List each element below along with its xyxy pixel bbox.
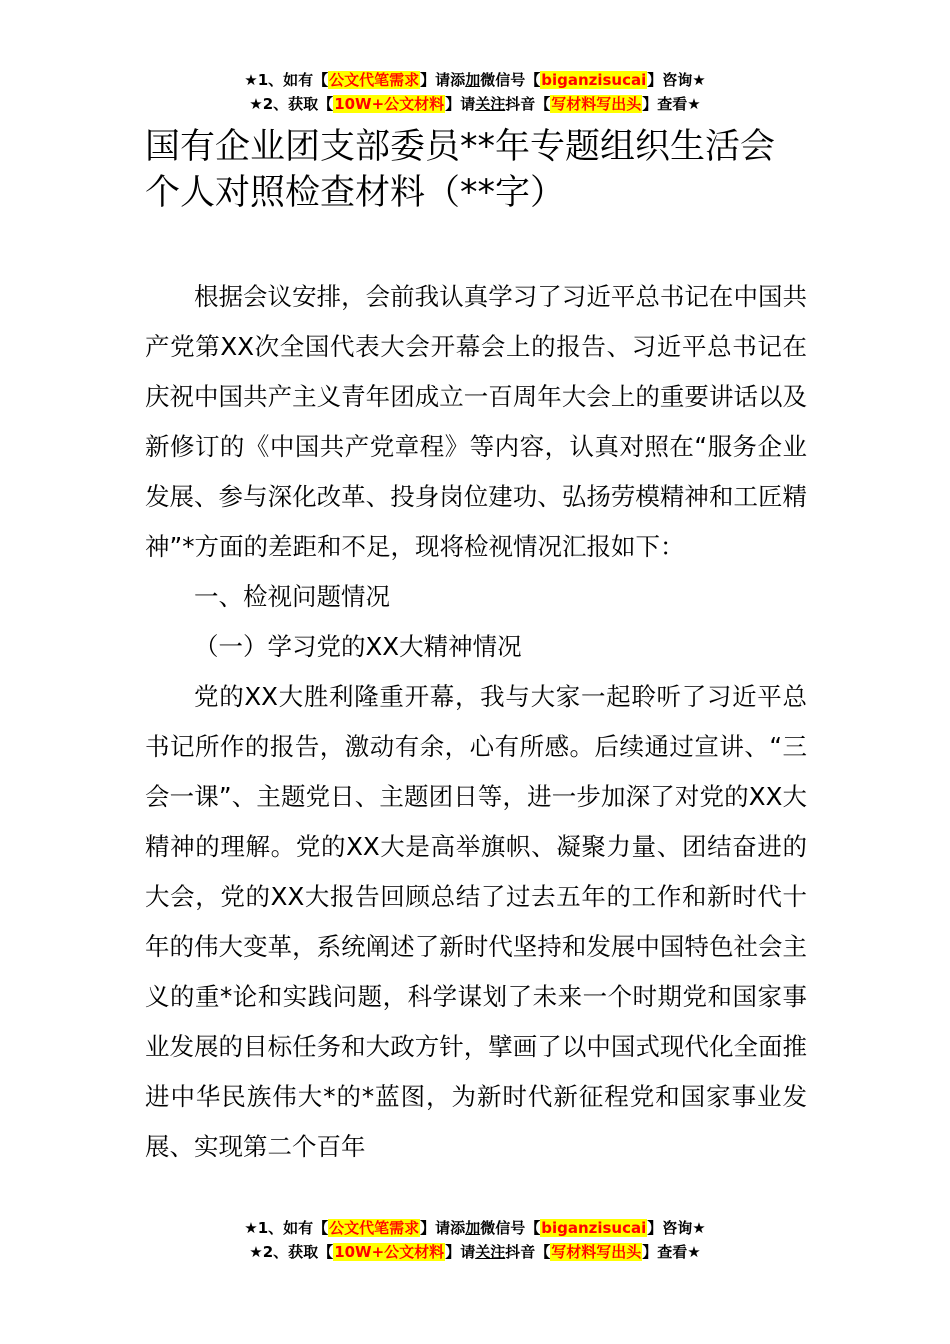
banner-text: ★1、如有【 [244,1219,329,1237]
highlight-douyin[interactable]: 写材料写出头 [551,95,642,113]
banner-emphasis: 关注 [475,95,506,113]
banner-text: 】咨询★ [647,71,706,89]
bottom-banner [0,1216,950,1264]
document-title [145,124,825,216]
highlight-materials[interactable]: 10W+公文材料 [334,1243,445,1261]
highlight-materials[interactable]: 10W+公文材料 [334,95,445,113]
banner-text: 】请添 [420,1219,466,1237]
banner-text: 】查看★ [642,1243,701,1261]
banner-text: 微信号【 [480,1219,541,1237]
banner-text: 抖音【 [505,1243,551,1261]
banner-text: 】请添 [420,71,466,89]
banner-line-1 [0,1216,950,1240]
banner-text: 抖音【 [505,95,551,113]
document-body [145,272,807,1172]
title-line-1: 国有企业团支部委员**年专题组织生活会 [145,127,776,167]
body-paragraph: 党的XX大胜利隆重开幕，我与大家一起聆听了习近平总书记所作的报告，激动有余，心有所感。后续通过宣讲、“三会一课”、主题党日、主题团日等，进一步加深了对党的XX大精神的理解。党的XX大是高举旗帜、凝聚力量、团结奋进的大会，党的XX大报告回顾总结了过去五年的工作和新时代十年的伟大变革，系统阐述了新时代坚持和发展中国特色社会主义的重*论和实践问题，科学谋划了未来一个时期党和国家事业发展的目标任务和大政方针，擘画了以中国式现代化全面推进中华民族伟大*的*蓝图，为新时代新征程党和国家事业发展、实现第二个百年 [145,682,807,1161]
banner-line-2 [0,1240,950,1264]
banner-text: 】咨询★ [647,1219,706,1237]
highlight-wechat-id[interactable]: biganzisucai [541,1219,647,1237]
highlight-service[interactable]: 公文代笔需求 [329,1219,420,1237]
intro-paragraph: 根据会议安排，会前我认真学习了习近平总书记在中国共产党第XX次全国代表大会开幕会上的报告、习近平总书记在庆祝中国共产主义青年团成立一百周年大会上的重要讲话以及新修订的《中国共产党章程》等内容，认真对照在“服务企业发展、参与深化改革、投身岗位建功、弘扬劳模精神和工匠精神”*方面的差距和不足，现将检视情况汇报如下： [145,282,807,561]
banner-line-2 [0,92,950,116]
banner-text: 】请 [445,95,476,113]
banner-text: ★2、获取【 [249,1243,334,1261]
banner-emphasis: 加 [465,1219,481,1237]
subsection-heading: （一）学习党的XX大精神情况 [194,632,522,661]
banner-text: 】请 [445,1243,476,1261]
highlight-douyin[interactable]: 写材料写出头 [551,1243,642,1261]
banner-text: 】查看★ [642,95,701,113]
highlight-service[interactable]: 公文代笔需求 [329,71,420,89]
banner-emphasis: 关注 [475,1243,506,1261]
banner-emphasis: 加 [465,71,481,89]
banner-line-1 [0,68,950,92]
top-banner [0,68,950,116]
banner-text: ★1、如有【 [244,71,329,89]
banner-text: 微信号【 [480,71,541,89]
title-line-2: 个人对照检查材料（**字） [145,173,566,213]
highlight-wechat-id[interactable]: biganzisucai [541,71,647,89]
section-heading: 一、检视问题情况 [194,582,390,611]
banner-text: ★2、获取【 [249,95,334,113]
